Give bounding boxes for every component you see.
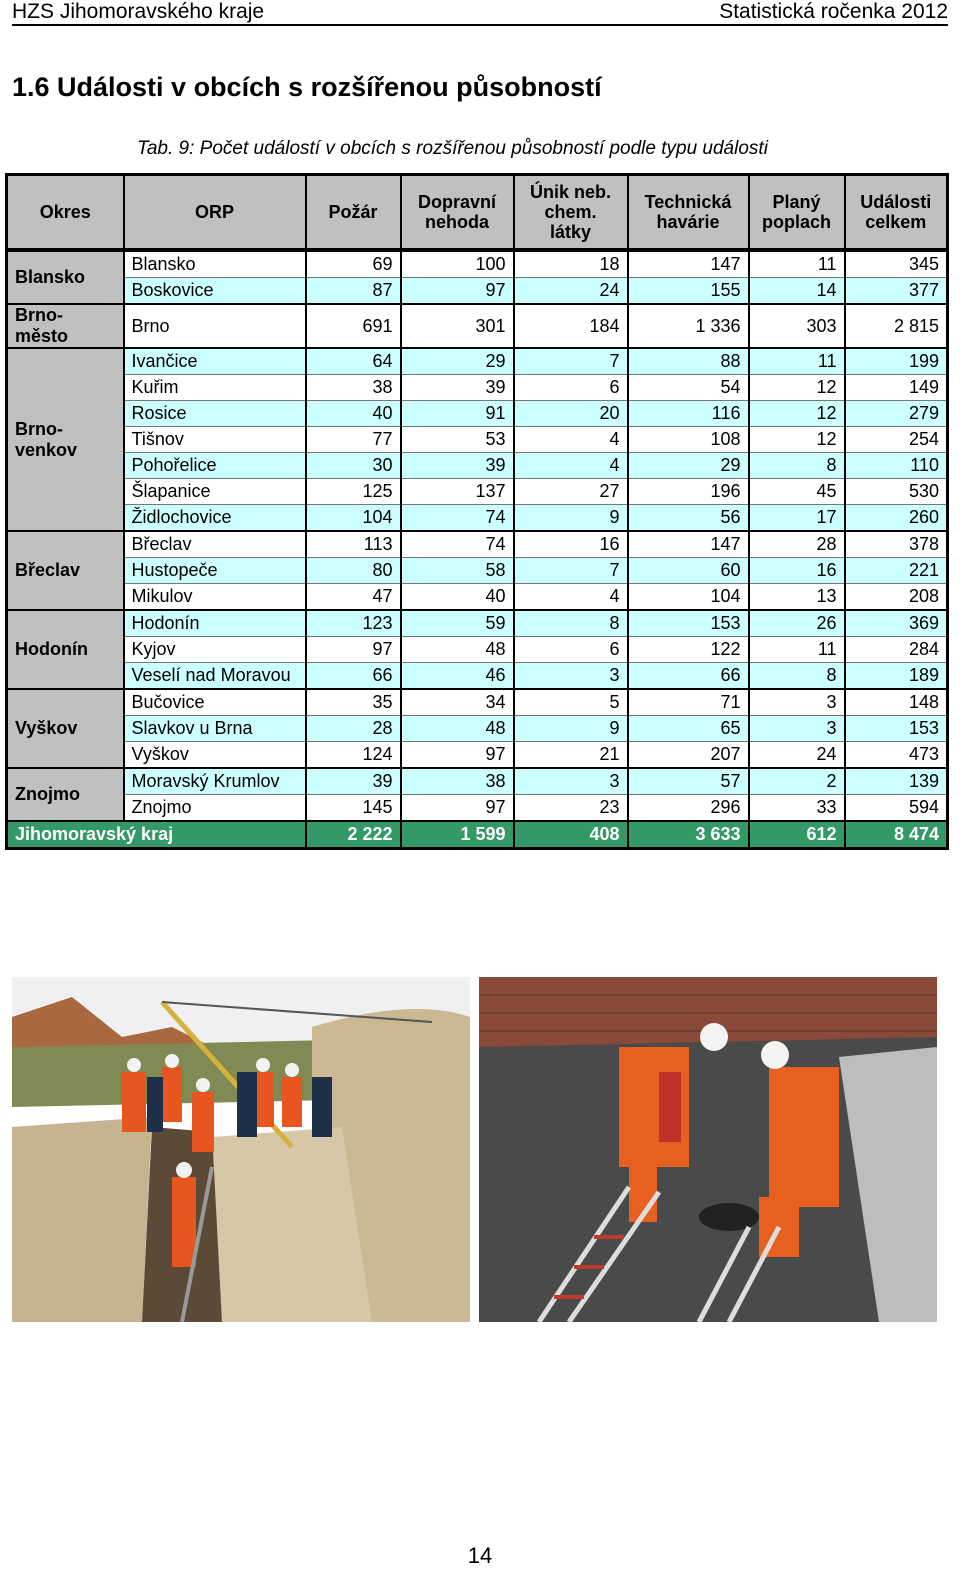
value-cell: 80 — [306, 558, 401, 584]
orp-cell: Židlochovice — [124, 505, 306, 532]
orp-cell: Vyškov — [124, 742, 306, 769]
okres-cell: Vyškov — [7, 689, 124, 768]
value-cell: 153 — [845, 716, 948, 742]
value-cell: 13 — [749, 584, 845, 611]
value-cell: 104 — [628, 584, 749, 611]
orp-cell: Slavkov u Brna — [124, 716, 306, 742]
total-label: Jihomoravský kraj — [7, 821, 306, 849]
value-cell: 28 — [306, 716, 401, 742]
value-cell: 39 — [306, 768, 401, 795]
orp-cell: Hustopeče — [124, 558, 306, 584]
value-cell: 40 — [306, 401, 401, 427]
value-cell: 33 — [749, 795, 845, 822]
value-cell: 30 — [306, 453, 401, 479]
value-cell: 4 — [514, 427, 628, 453]
value-cell: 14 — [749, 278, 845, 305]
col-header-orp: ORP — [124, 175, 306, 251]
orp-cell: Znojmo — [124, 795, 306, 822]
value-cell: 149 — [845, 375, 948, 401]
col-header-technicka-havarie: Technická havárie — [628, 175, 749, 251]
value-cell: 24 — [749, 742, 845, 769]
value-cell: 29 — [628, 453, 749, 479]
value-cell: 1 336 — [628, 304, 749, 348]
value-cell: 8 — [749, 453, 845, 479]
value-cell: 189 — [845, 663, 948, 690]
table-row — [7, 427, 948, 453]
value-cell: 196 — [628, 479, 749, 505]
value-cell: 221 — [845, 558, 948, 584]
value-cell: 3 — [514, 663, 628, 690]
orp-cell: Ivančice — [124, 348, 306, 375]
value-cell: 137 — [401, 479, 514, 505]
value-cell: 45 — [749, 479, 845, 505]
value-cell: 4 — [514, 453, 628, 479]
value-cell: 23 — [514, 795, 628, 822]
value-cell: 87 — [306, 278, 401, 305]
total-cell: 408 — [514, 821, 628, 849]
value-cell: 17 — [749, 505, 845, 532]
value-cell: 345 — [845, 250, 948, 278]
value-cell: 3 — [749, 716, 845, 742]
okres-cell: Blansko — [7, 250, 124, 304]
photo-roof-rescue — [479, 977, 937, 1322]
orp-cell: Břeclav — [124, 531, 306, 558]
events-table — [5, 173, 949, 850]
table-row — [7, 610, 948, 637]
value-cell: 116 — [628, 401, 749, 427]
table-header-row — [7, 175, 948, 251]
okres-cell: Břeclav — [7, 531, 124, 610]
orp-cell: Kuřim — [124, 375, 306, 401]
value-cell: 6 — [514, 637, 628, 663]
value-cell: 57 — [628, 768, 749, 795]
table-row — [7, 278, 948, 305]
orp-cell: Veselí nad Moravou — [124, 663, 306, 690]
value-cell: 5 — [514, 689, 628, 716]
value-cell: 97 — [306, 637, 401, 663]
table-row — [7, 716, 948, 742]
table-caption: Tab. 9: Počet událostí v obcích s rozšířenou působností podle typu události — [137, 138, 768, 159]
value-cell: 11 — [749, 250, 845, 278]
value-cell: 530 — [845, 479, 948, 505]
value-cell: 147 — [628, 250, 749, 278]
col-header-pozar: Požár — [306, 175, 401, 251]
col-header-udalosti-celkem: Události celkem — [845, 175, 948, 251]
table-row — [7, 768, 948, 795]
orp-cell: Kyjov — [124, 637, 306, 663]
value-cell: 108 — [628, 427, 749, 453]
value-cell: 97 — [401, 795, 514, 822]
value-cell: 54 — [628, 375, 749, 401]
value-cell: 3 — [749, 689, 845, 716]
orp-cell: Blansko — [124, 250, 306, 278]
value-cell: 104 — [306, 505, 401, 532]
col-header-okres: Okres — [7, 175, 124, 251]
value-cell: 110 — [845, 453, 948, 479]
value-cell: 58 — [401, 558, 514, 584]
table-row — [7, 584, 948, 611]
value-cell: 24 — [514, 278, 628, 305]
total-cell: 1 599 — [401, 821, 514, 849]
value-cell: 473 — [845, 742, 948, 769]
value-cell: 69 — [306, 250, 401, 278]
value-cell: 8 — [514, 610, 628, 637]
value-cell: 16 — [514, 531, 628, 558]
value-cell: 47 — [306, 584, 401, 611]
value-cell: 6 — [514, 375, 628, 401]
orp-cell: Bučovice — [124, 689, 306, 716]
value-cell: 153 — [628, 610, 749, 637]
value-cell: 303 — [749, 304, 845, 348]
value-cell: 301 — [401, 304, 514, 348]
col-header-unik: Únik neb. chem. látky — [514, 175, 628, 251]
value-cell: 7 — [514, 558, 628, 584]
page-number: 14 — [467, 1543, 493, 1568]
value-cell: 59 — [401, 610, 514, 637]
value-cell: 139 — [845, 768, 948, 795]
section-title: 1.6 Události v obcích s rozšířenou působností — [12, 72, 602, 102]
total-cell: 8 474 — [845, 821, 948, 849]
value-cell: 148 — [845, 689, 948, 716]
value-cell: 260 — [845, 505, 948, 532]
value-cell: 74 — [401, 505, 514, 532]
value-cell: 279 — [845, 401, 948, 427]
orp-cell: Boskovice — [124, 278, 306, 305]
value-cell: 7 — [514, 348, 628, 375]
value-cell: 71 — [628, 689, 749, 716]
value-cell: 39 — [401, 453, 514, 479]
orp-cell: Tišnov — [124, 427, 306, 453]
value-cell: 77 — [306, 427, 401, 453]
value-cell: 594 — [845, 795, 948, 822]
orp-cell: Šlapanice — [124, 479, 306, 505]
value-cell: 12 — [749, 401, 845, 427]
table-row — [7, 742, 948, 769]
value-cell: 48 — [401, 637, 514, 663]
value-cell: 4 — [514, 584, 628, 611]
value-cell: 123 — [306, 610, 401, 637]
okres-cell: Brno-město — [7, 304, 124, 348]
orp-cell: Moravský Krumlov — [124, 768, 306, 795]
value-cell: 147 — [628, 531, 749, 558]
table-row — [7, 375, 948, 401]
value-cell: 124 — [306, 742, 401, 769]
value-cell: 8 — [749, 663, 845, 690]
value-cell: 284 — [845, 637, 948, 663]
value-cell: 2 815 — [845, 304, 948, 348]
total-cell: 612 — [749, 821, 845, 849]
col-header-plany-poplach: Planý poplach — [749, 175, 845, 251]
value-cell: 369 — [845, 610, 948, 637]
orp-cell: Mikulov — [124, 584, 306, 611]
header-organization: HZS Jihomoravského kraje — [12, 0, 265, 23]
value-cell: 11 — [749, 637, 845, 663]
value-cell: 64 — [306, 348, 401, 375]
value-cell: 39 — [401, 375, 514, 401]
col-header-dopravni-nehoda: Dopravní nehoda — [401, 175, 514, 251]
value-cell: 65 — [628, 716, 749, 742]
trench-rescue-image — [12, 977, 470, 1322]
value-cell: 29 — [401, 348, 514, 375]
value-cell: 46 — [401, 663, 514, 690]
value-cell: 16 — [749, 558, 845, 584]
total-row — [7, 821, 948, 849]
table-row — [7, 304, 948, 348]
value-cell: 66 — [306, 663, 401, 690]
value-cell: 60 — [628, 558, 749, 584]
table-row — [7, 401, 948, 427]
okres-cell: Brno-venkov — [7, 348, 124, 531]
value-cell: 3 — [514, 768, 628, 795]
value-cell: 145 — [306, 795, 401, 822]
value-cell: 88 — [628, 348, 749, 375]
value-cell: 97 — [401, 278, 514, 305]
orp-cell: Hodonín — [124, 610, 306, 637]
table-row — [7, 250, 948, 278]
photo-trench-rescue — [12, 977, 470, 1322]
value-cell: 296 — [628, 795, 749, 822]
table-row — [7, 795, 948, 822]
value-cell: 20 — [514, 401, 628, 427]
value-cell: 691 — [306, 304, 401, 348]
value-cell: 26 — [749, 610, 845, 637]
value-cell: 122 — [628, 637, 749, 663]
table-row — [7, 663, 948, 690]
value-cell: 38 — [401, 768, 514, 795]
header-publication: Statistická ročenka 2012 — [719, 0, 948, 23]
total-cell: 2 222 — [306, 821, 401, 849]
value-cell: 113 — [306, 531, 401, 558]
value-cell: 53 — [401, 427, 514, 453]
table-row — [7, 505, 948, 532]
value-cell: 66 — [628, 663, 749, 690]
value-cell: 27 — [514, 479, 628, 505]
value-cell: 48 — [401, 716, 514, 742]
value-cell: 40 — [401, 584, 514, 611]
table-row — [7, 637, 948, 663]
table-body — [7, 250, 948, 821]
value-cell: 91 — [401, 401, 514, 427]
roof-rescue-image — [479, 977, 937, 1322]
value-cell: 208 — [845, 584, 948, 611]
value-cell: 377 — [845, 278, 948, 305]
value-cell: 9 — [514, 505, 628, 532]
table-row — [7, 479, 948, 505]
value-cell: 38 — [306, 375, 401, 401]
value-cell: 34 — [401, 689, 514, 716]
table-row — [7, 348, 948, 375]
value-cell: 125 — [306, 479, 401, 505]
table-row — [7, 453, 948, 479]
value-cell: 74 — [401, 531, 514, 558]
value-cell: 12 — [749, 375, 845, 401]
okres-cell: Hodonín — [7, 610, 124, 689]
value-cell: 199 — [845, 348, 948, 375]
value-cell: 56 — [628, 505, 749, 532]
value-cell: 12 — [749, 427, 845, 453]
value-cell: 35 — [306, 689, 401, 716]
value-cell: 21 — [514, 742, 628, 769]
table-row — [7, 531, 948, 558]
value-cell: 378 — [845, 531, 948, 558]
orp-cell: Brno — [124, 304, 306, 348]
orp-cell: Pohořelice — [124, 453, 306, 479]
table-row — [7, 558, 948, 584]
value-cell: 9 — [514, 716, 628, 742]
value-cell: 100 — [401, 250, 514, 278]
value-cell: 2 — [749, 768, 845, 795]
value-cell: 97 — [401, 742, 514, 769]
value-cell: 28 — [749, 531, 845, 558]
okres-cell: Znojmo — [7, 768, 124, 821]
value-cell: 207 — [628, 742, 749, 769]
value-cell: 184 — [514, 304, 628, 348]
table-row — [7, 689, 948, 716]
total-cell: 3 633 — [628, 821, 749, 849]
value-cell: 254 — [845, 427, 948, 453]
value-cell: 18 — [514, 250, 628, 278]
page-header — [12, 0, 948, 26]
orp-cell: Rosice — [124, 401, 306, 427]
value-cell: 11 — [749, 348, 845, 375]
value-cell: 155 — [628, 278, 749, 305]
